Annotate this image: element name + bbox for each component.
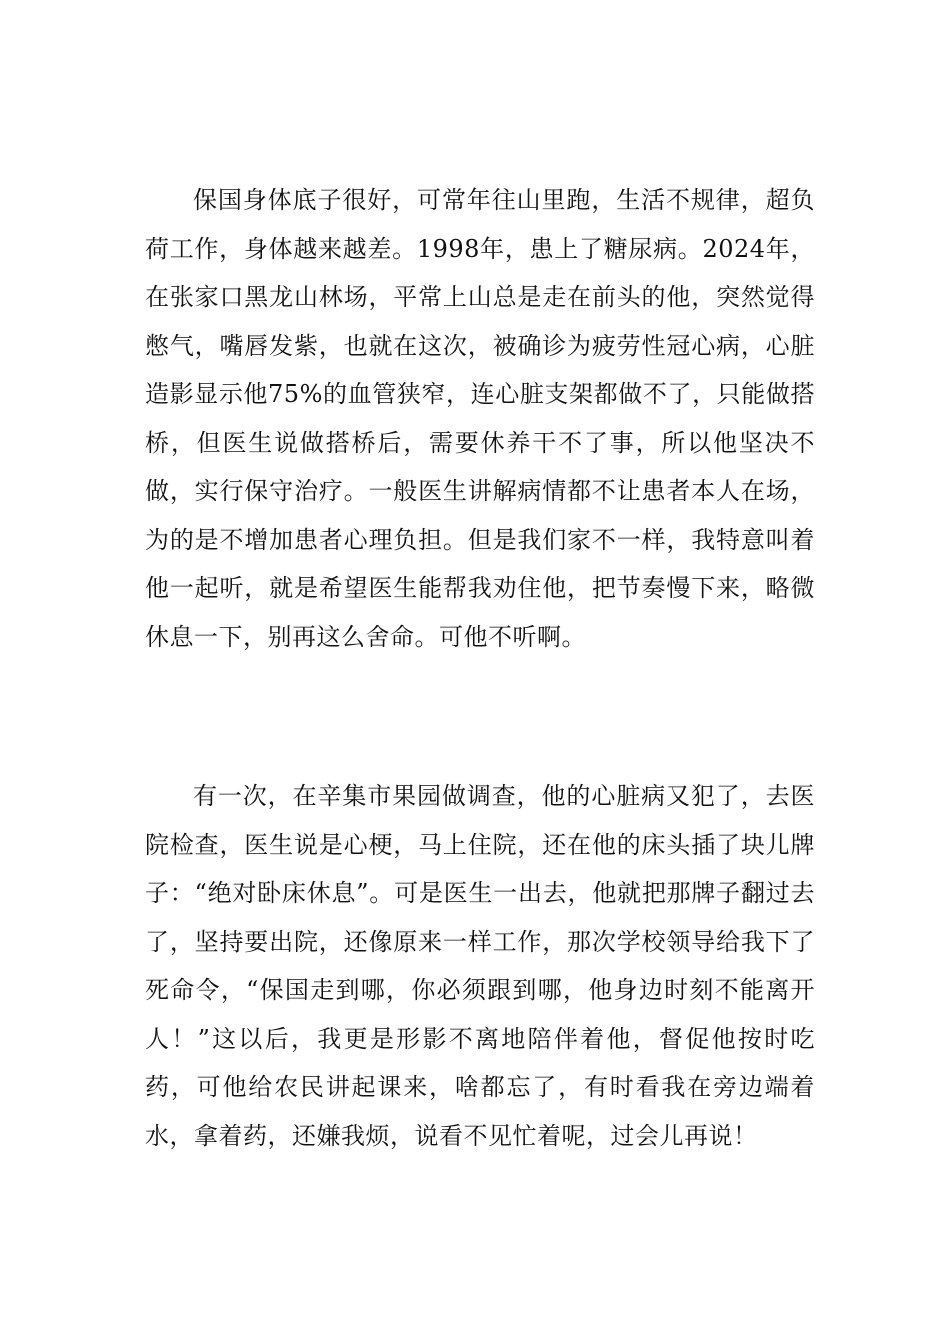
body-paragraph: 保国身体底子很好，可常年往山里跑，生活不规律，超负荷工作，身体越来越差。1998年，患上了糖尿病。2024年，在张家口黑龙山林场，平常上山总是走在前头的他，突然觉得憋气，嘴唇发紫，也就在这次，被确诊为疲劳性冠心病，心脏造影显示他75%的血管狭窄，连心脏支架都做不了，只能做搭桥，但医生说做搭桥后，需要休养干不了事，所以他坚决不做，实行保守治疗。一般医生讲解病情都不让患者本人在场，为的是不增加患者心理负担。但是我们家不一样，我特意叫着他一起听，就是希望医生能帮我劝住他，把节奏慢下来，略微休息一下，别再这么舍命。可他不听啊。 xyxy=(145,186,815,651)
body-paragraph: 有一次，在辛集市果园做调查，他的心脏病又犯了，去医院检查，医生说是心梗，马上住院，还在他的床头插了块儿牌子：“绝对卧床休息”。可是医生一出去，他就把那牌子翻过去了，坚持要出院，还像原来一样工作，那次学校领导给我下了死命令，“保国走到哪，你必须跟到哪，他身边时刻不能离开人！”这以后，我更是形影不离地陪伴着他，督促他按时吃药，可他给农民讲起课来，啥都忘了，有时看我在旁边端着水，拿着药，还嫌我烦，说看不见忙着呢，过会儿再说！ xyxy=(145,782,815,1150)
